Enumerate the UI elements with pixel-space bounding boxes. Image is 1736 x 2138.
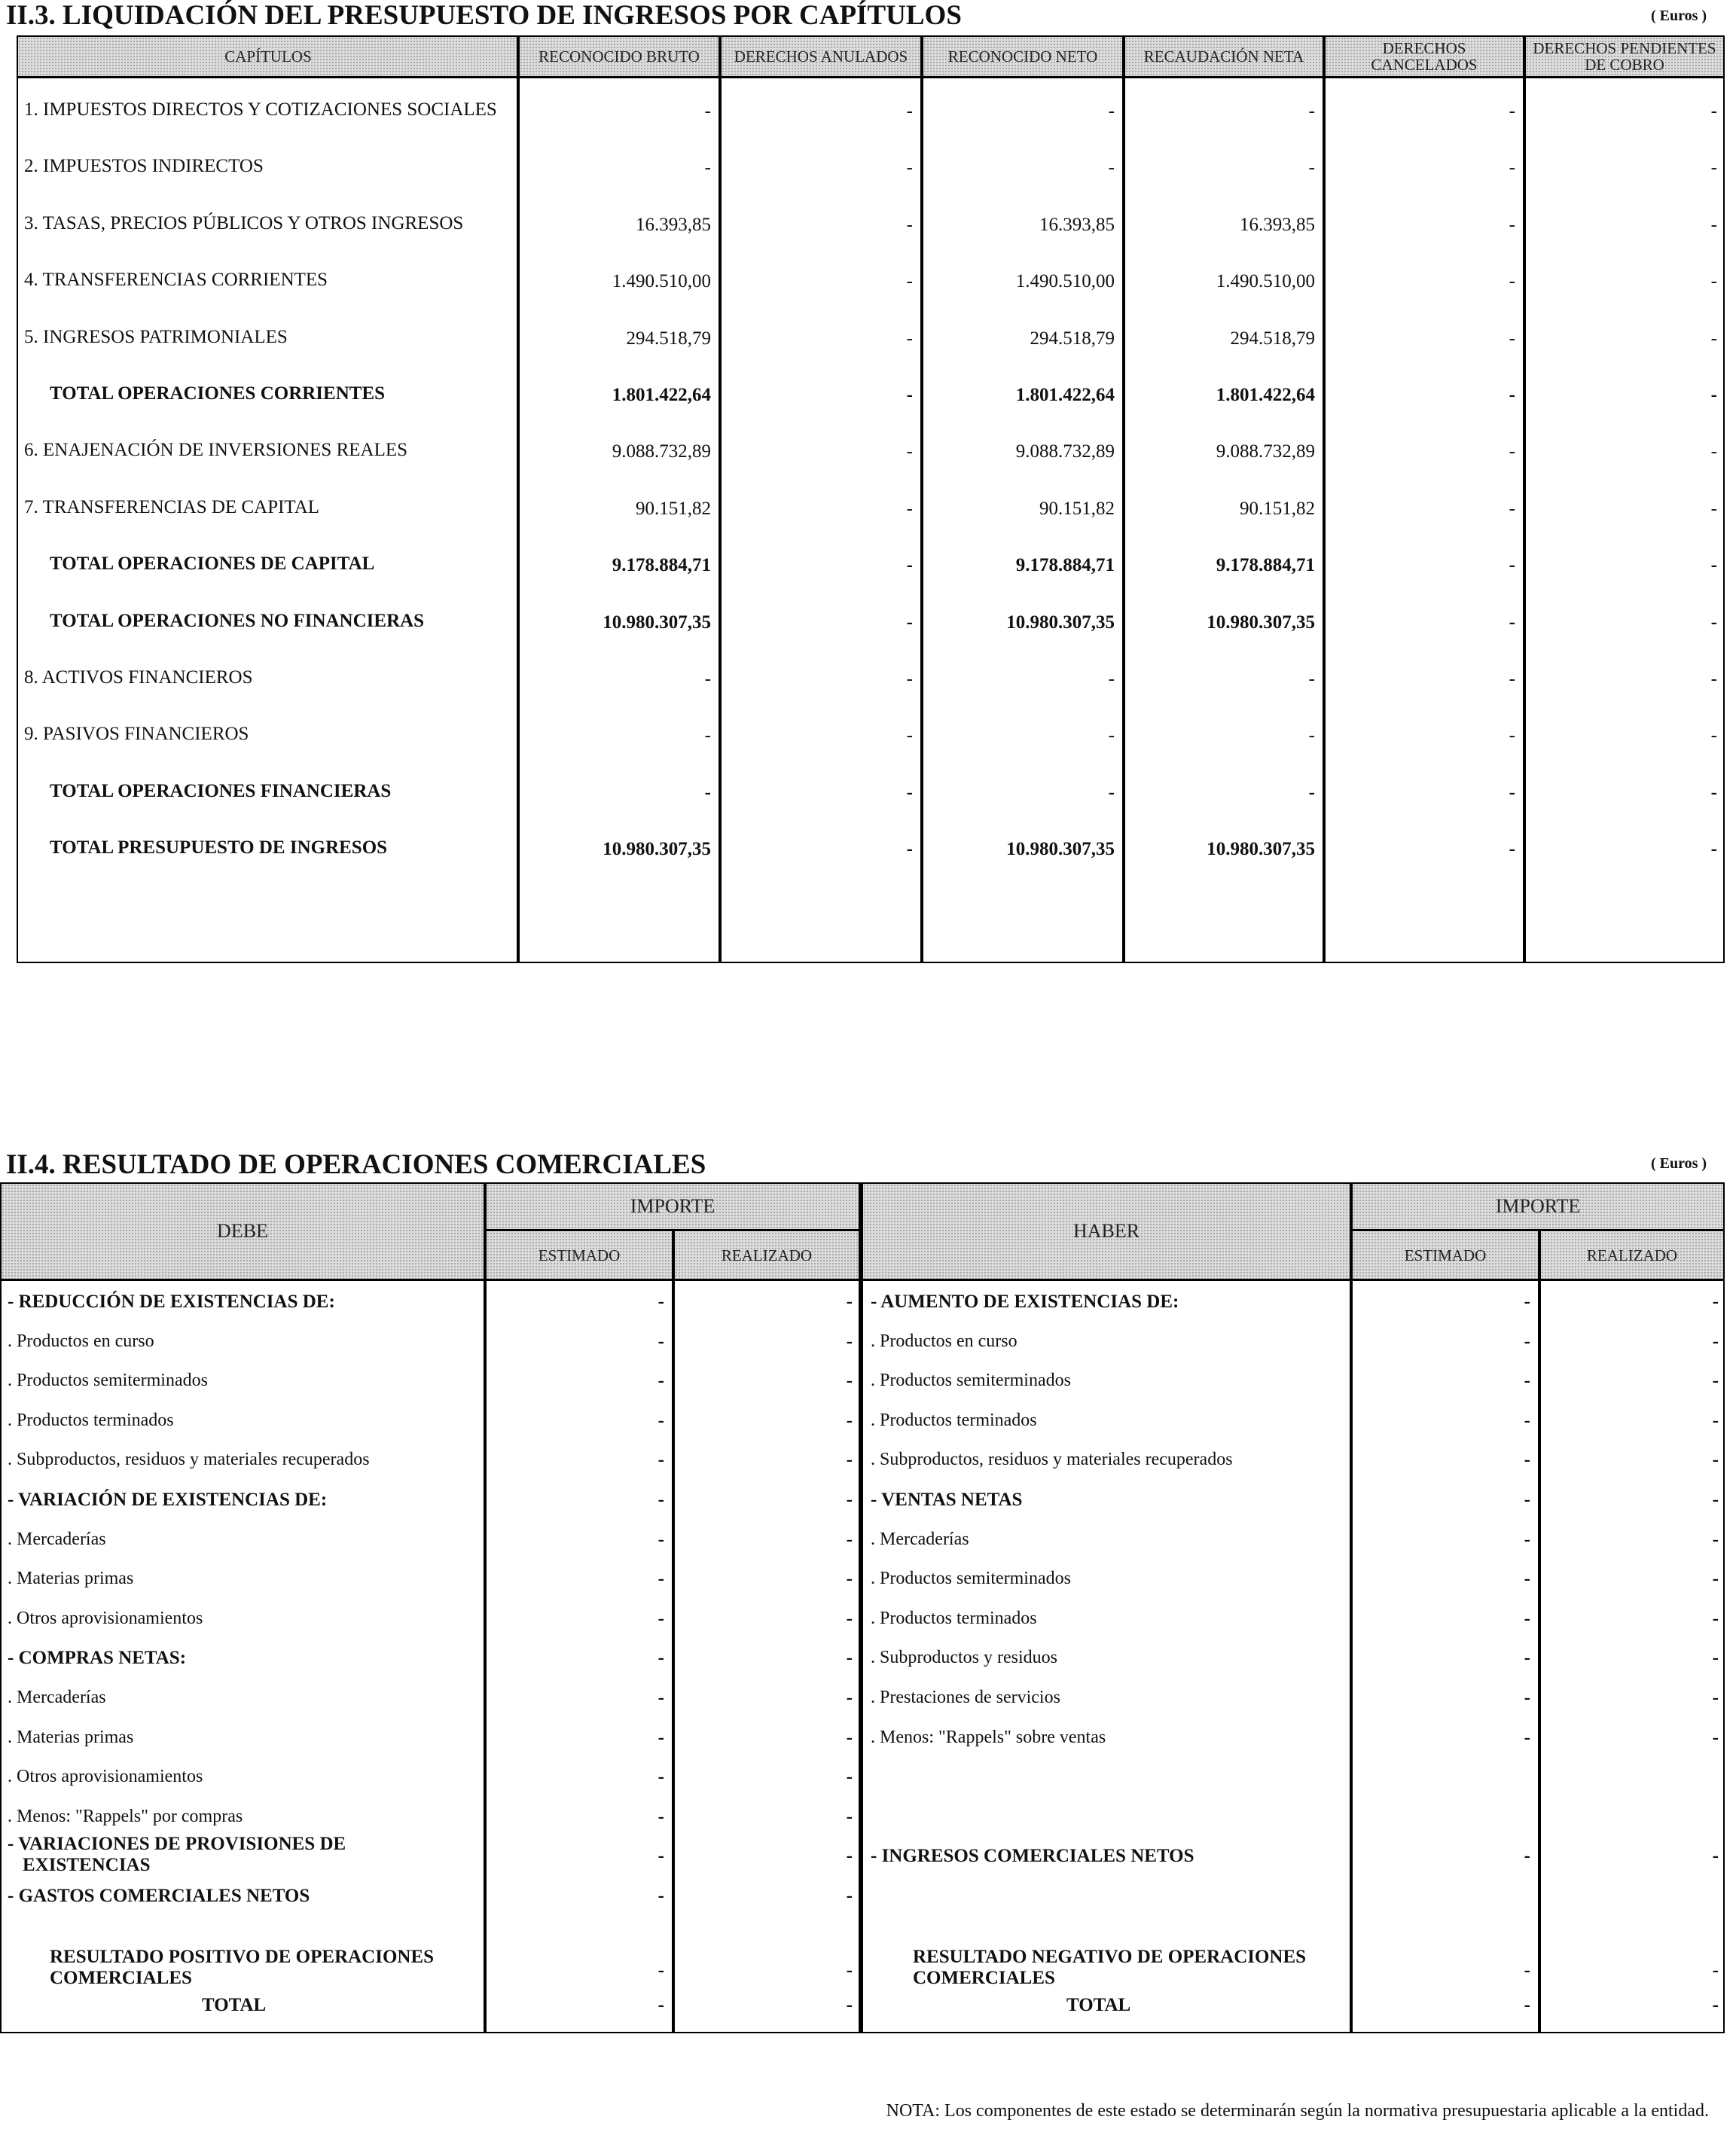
resultado-negativo-label: RESULTADO NEGATIVO DE OPERACIONES [913, 1947, 1307, 1967]
table1-cell: - [1509, 555, 1515, 575]
table1-divider [1122, 35, 1125, 963]
table1-cell: - [704, 157, 711, 178]
resultado-positivo-label: RESULTADO POSITIVO DE OPERACIONES [50, 1947, 435, 1967]
table1-cell: - [1710, 328, 1717, 349]
haber-estimado-value: - [1524, 1846, 1530, 1866]
haber-realizado-value: - [1712, 1411, 1719, 1431]
haber-realizado-value: - [1712, 1450, 1719, 1470]
debe-realizado-value: - [846, 1371, 853, 1391]
haber-realizado-value: - [1712, 1292, 1719, 1312]
debe-row-label: . Otros aprovisionamientos [8, 1767, 203, 1786]
haber-row-label: . Subproductos, residuos y materiales recuperados [871, 1450, 1233, 1469]
haber-estimado-value: - [1524, 1728, 1530, 1748]
table1-cell: - [1710, 612, 1717, 633]
table1-cell: 294.518,79 [1030, 328, 1115, 349]
table1-cell: - [1509, 441, 1515, 462]
table1-row-label: 8. ACTIVOS FINANCIEROS [24, 667, 253, 688]
debe-row-label: . Mercaderías [8, 1530, 106, 1549]
table1-cell: 9.178.884,71 [1216, 555, 1315, 575]
debe-estimado-value: - [657, 1569, 664, 1589]
table1-col-recaudacion-neta: RECAUDACIÓN NETA [1125, 37, 1323, 76]
debe-realizado-value: - [846, 1450, 853, 1470]
table1-cell: - [906, 215, 913, 235]
table1-col-derechos-cancelados: DERECHOS CANCELADOS [1326, 37, 1523, 76]
table1-cell: 10.980.307,35 [603, 612, 711, 633]
table2-divider [672, 1229, 675, 2033]
table1-row-label: 7. TRANSFERENCIAS DE CAPITAL [24, 497, 320, 517]
table2-estimado-debe: ESTIMADO [487, 1232, 672, 1279]
table1-cell: - [1308, 725, 1315, 746]
table1-cell: - [1509, 271, 1515, 291]
debe-realizado-value: - [846, 1609, 853, 1629]
table1-row-label: 2. IMPUESTOS INDIRECTOS [24, 156, 264, 176]
table1-cell: - [906, 782, 913, 803]
debe-row-label: - VARIACIÓN DE EXISTENCIAS DE: [8, 1490, 328, 1510]
table2-realizado-haber: REALIZADO [1541, 1232, 1723, 1279]
haber-realizado-value: - [1712, 1569, 1719, 1589]
table1-cell: - [1509, 612, 1515, 633]
haber-estimado-value: - [1524, 1609, 1530, 1629]
table1-divider [1523, 35, 1526, 963]
table1-cell: 16.393,85 [1240, 215, 1315, 235]
debe-realizado-value: - [846, 1728, 853, 1748]
debe-row-label: - VARIACIONES DE PROVISIONES DE [8, 1834, 346, 1854]
table2-importe-debe: IMPORTE [487, 1184, 859, 1229]
table1-cell: 10.980.307,35 [1006, 839, 1115, 859]
debe-estimado-value: - [657, 1728, 664, 1748]
table1-cell: 9.178.884,71 [1015, 555, 1115, 575]
table1-cell: - [1509, 499, 1515, 519]
table1-cell: - [906, 271, 913, 291]
table1-cell: - [1710, 441, 1717, 462]
table1-cell: - [1710, 215, 1717, 235]
table1-col-reconocido-bruto: RECONOCIDO BRUTO [520, 37, 719, 76]
table2-debe-header: DEBE [2, 1184, 484, 1279]
table1-header-rule [17, 76, 1725, 78]
table1-row-label: TOTAL OPERACIONES FINANCIERAS [50, 781, 392, 801]
debe-row-label: . Materias primas [8, 1728, 134, 1747]
haber-row-label: . Productos en curso [871, 1331, 1017, 1351]
table1-cell: - [906, 328, 913, 349]
table1-cell: - [1509, 669, 1515, 689]
table2-importe-haber: IMPORTE [1353, 1184, 1723, 1229]
debe-estimado-value: - [657, 1490, 664, 1510]
debe-row-label: . Productos terminados [8, 1411, 174, 1430]
table2-divider [1538, 1229, 1541, 2033]
debe-row-label: - GASTOS COMERCIALES NETOS [8, 1886, 310, 1906]
table1-cell: 1.801.422,64 [612, 385, 711, 405]
table1-cell: - [1509, 782, 1515, 803]
table1-cell: - [1108, 669, 1115, 689]
debe-estimado-value: - [657, 1807, 664, 1827]
table1-cell: 90.151,82 [1240, 499, 1315, 519]
table1-col-derechos-anulados: DERECHOS ANULADOS [722, 37, 920, 76]
table2-estimado-haber: ESTIMADO [1353, 1232, 1538, 1279]
table1-cell: - [1108, 157, 1115, 178]
table1-cell: - [1509, 157, 1515, 178]
table1-row-label: 6. ENAJENACIÓN DE INVERSIONES REALES [24, 440, 408, 460]
debe-estimado-value: - [657, 1292, 664, 1312]
table1-cell: - [906, 612, 913, 633]
haber-estimado-value: - [1524, 1530, 1530, 1550]
table1-cell: 9.178.884,71 [612, 555, 711, 575]
table1-cell: - [1710, 499, 1717, 519]
table1-cell: - [1509, 101, 1515, 121]
table1-cell: - [906, 499, 913, 519]
table1-cell: - [1710, 157, 1717, 178]
table1-cell: - [906, 725, 913, 746]
debe-estimado-value: - [657, 1450, 664, 1470]
table1-row-label: TOTAL OPERACIONES CORRIENTES [50, 383, 386, 404]
debe-estimado-value: - [657, 1886, 664, 1906]
table1-cell: 16.393,85 [1039, 215, 1115, 235]
haber-realizado-value: - [1712, 1728, 1719, 1748]
debe-realizado-value: - [846, 1688, 853, 1708]
debe-realizado-value: - [846, 1886, 853, 1906]
haber-row-label: . Productos terminados [871, 1411, 1037, 1430]
table1-cell: 10.980.307,35 [1207, 612, 1315, 633]
debe-realizado-value: - [846, 1569, 853, 1589]
footer-note: NOTA: Los componentes de este estado se determinarán según la normativa presupuestaria aplicable a la entidad. [886, 2101, 1709, 2121]
haber-realizado-value: - [1712, 1490, 1719, 1510]
haber-realizado-value: - [1712, 1648, 1719, 1668]
table1-cell: 10.980.307,35 [603, 839, 711, 859]
table1-col-pendientes-cobro: DERECHOS PENDIENTES DE COBRO [1526, 37, 1723, 76]
table1-row-label: 1. IMPUESTOS DIRECTOS Y COTIZACIONES SOCIALES [24, 99, 497, 120]
debe-estimado-value: - [657, 1846, 664, 1866]
table1-cell: - [906, 839, 913, 859]
haber-estimado-value: - [1524, 1331, 1530, 1352]
table1-divider [1323, 35, 1326, 963]
table1-cell: - [1509, 385, 1515, 405]
table2-title: II.4. RESULTADO DE OPERACIONES COMERCIALES [6, 1149, 706, 1180]
table1-row-label: 3. TASAS, PRECIOS PÚBLICOS Y OTROS INGRESOS [24, 213, 464, 233]
table1-cell: - [906, 441, 913, 462]
table1-cell: 9.088.732,89 [1015, 441, 1115, 462]
debe-estimado-value: - [657, 1648, 664, 1668]
table1-row-label: TOTAL PRESUPUESTO DE INGRESOS [50, 837, 388, 858]
debe-realizado-value: - [846, 1292, 853, 1312]
table1-cell: - [1509, 215, 1515, 235]
haber-realizado-value: - [1712, 1846, 1719, 1866]
debe-realizado-value: - [846, 1490, 853, 1510]
debe-realizado-value: - [846, 1807, 853, 1827]
table1-cell: 9.088.732,89 [1216, 441, 1315, 462]
table1-col-capitulos: CAPÍTULOS [18, 37, 518, 76]
table1-cell: 1.490.510,00 [1015, 271, 1115, 291]
total-haber-label: TOTAL [1066, 1995, 1131, 2015]
haber-row-label: . Productos semiterminados [871, 1569, 1071, 1588]
haber-estimado-value: - [1524, 1688, 1530, 1708]
haber-estimado-value: - [1524, 1292, 1530, 1312]
table1-cell: - [1710, 669, 1717, 689]
table1-cell: - [1108, 725, 1115, 746]
debe-estimado-value: - [657, 1371, 664, 1391]
debe-realizado-value: - [846, 1530, 853, 1550]
table1-cell: - [1308, 157, 1315, 178]
table1-cell: - [1710, 271, 1717, 291]
table1-cell: - [906, 555, 913, 575]
table1-cell: - [906, 669, 913, 689]
table1-cell: - [906, 157, 913, 178]
table1-cell: - [906, 101, 913, 121]
table1-col-reconocido-neto: RECONOCIDO NETO [923, 37, 1122, 76]
table1-row-label: 5. INGRESOS PATRIMONIALES [24, 327, 288, 347]
haber-row-label: . Mercaderías [871, 1530, 969, 1549]
table2-divider [1350, 1182, 1353, 2033]
debe-row-label: . Subproductos, residuos y materiales recuperados [8, 1450, 370, 1469]
table2-realizado-debe: REALIZADO [675, 1232, 859, 1279]
table1-cell: - [704, 725, 711, 746]
haber-realizado-value: - [1712, 1688, 1719, 1708]
table1-cell: - [704, 669, 711, 689]
debe-row-label: . Otros aprovisionamientos [8, 1609, 203, 1628]
table1-cell: 1.490.510,00 [612, 271, 711, 291]
table1-row-label: 9. PASIVOS FINANCIEROS [24, 724, 249, 744]
debe-row-label: . Materias primas [8, 1569, 134, 1588]
table2-unit: ( Euros ) [1651, 1155, 1707, 1172]
debe-realizado-value: - [846, 1846, 853, 1866]
table1-divider [719, 35, 722, 963]
table1-cell: - [1509, 725, 1515, 746]
table1-cell: - [704, 782, 711, 803]
table1-cell: - [1710, 385, 1717, 405]
debe-estimado-value: - [657, 1331, 664, 1352]
haber-realizado-value: - [1712, 1609, 1719, 1629]
table1-cell: - [1710, 782, 1717, 803]
debe-realizado-value: - [846, 1767, 853, 1787]
table1-cell: 1.801.422,64 [1015, 385, 1115, 405]
haber-row-label: . Productos terminados [871, 1609, 1037, 1628]
debe-row-label: . Menos: "Rappels" por compras [8, 1807, 243, 1826]
table1-cell: 294.518,79 [626, 328, 711, 349]
table1-cell: - [1108, 101, 1115, 121]
table2-divider [859, 1182, 863, 2033]
resultado-negativo-label2: COMERCIALES [913, 1968, 1055, 1988]
table2-haber-header: HABER [863, 1184, 1350, 1279]
table1-cell: - [1308, 782, 1315, 803]
haber-row-label: . Menos: "Rappels" sobre ventas [871, 1728, 1106, 1747]
haber-row-label: - AUMENTO DE EXISTENCIAS DE: [871, 1292, 1179, 1312]
haber-row-label: - INGRESOS COMERCIALES NETOS [871, 1846, 1194, 1866]
haber-estimado-value: - [1524, 1411, 1530, 1431]
haber-estimado-value: - [1524, 1569, 1530, 1589]
table1-cell: - [1509, 839, 1515, 859]
table1-row-label: 4. TRANSFERENCIAS CORRIENTES [24, 270, 328, 290]
table1-cell: 10.980.307,35 [1207, 839, 1315, 859]
haber-estimado-value: - [1524, 1490, 1530, 1510]
debe-row-label-line2: EXISTENCIAS [23, 1855, 151, 1875]
debe-realizado-value: - [846, 1331, 853, 1352]
table1-cell: 90.151,82 [1039, 499, 1115, 519]
haber-realizado-value: - [1712, 1530, 1719, 1550]
table1-cell: - [1308, 101, 1315, 121]
haber-realizado-value: - [1712, 1331, 1719, 1352]
haber-realizado-value: - [1712, 1371, 1719, 1391]
table1-cell: 1.801.422,64 [1216, 385, 1315, 405]
table1-cell: - [906, 385, 913, 405]
resultado-positivo-label2: COMERCIALES [50, 1968, 192, 1988]
debe-estimado-value: - [657, 1411, 664, 1431]
table1-divider [920, 35, 923, 963]
debe-estimado-value: - [657, 1688, 664, 1708]
table1-cell: - [1710, 101, 1717, 121]
debe-row-label: - COMPRAS NETAS: [8, 1648, 187, 1668]
table1-divider [517, 35, 520, 963]
debe-estimado-value: - [657, 1609, 664, 1629]
table1-unit: ( Euros ) [1651, 8, 1707, 24]
debe-estimado-value: - [657, 1767, 664, 1787]
table1-cell: 1.490.510,00 [1216, 271, 1315, 291]
haber-estimado-value: - [1524, 1450, 1530, 1470]
debe-row-label: . Mercaderías [8, 1688, 106, 1707]
haber-row-label: . Prestaciones de servicios [871, 1688, 1060, 1707]
table1-row-label: TOTAL OPERACIONES DE CAPITAL [50, 554, 375, 574]
haber-row-label: . Subproductos y residuos [871, 1648, 1057, 1667]
debe-row-label: - REDUCCIÓN DE EXISTENCIAS DE: [8, 1292, 335, 1312]
table1-cell: 10.980.307,35 [1006, 612, 1115, 633]
table1-cell: 9.088.732,89 [612, 441, 711, 462]
table1-cell: - [1509, 328, 1515, 349]
debe-estimado-value: - [657, 1530, 664, 1550]
haber-row-label: . Productos semiterminados [871, 1371, 1071, 1390]
debe-row-label: . Productos en curso [8, 1331, 154, 1351]
haber-estimado-value: - [1524, 1648, 1530, 1668]
table1-title: II.3. LIQUIDACIÓN DEL PRESUPUESTO DE INGRESOS POR CAPÍTULOS [6, 0, 962, 31]
table1-cell: - [1308, 669, 1315, 689]
table1-cell: 90.151,82 [636, 499, 711, 519]
table1-cell: - [1710, 839, 1717, 859]
haber-estimado-value: - [1524, 1371, 1530, 1391]
table1-cell: - [1710, 555, 1717, 575]
table1-cell: 16.393,85 [636, 215, 711, 235]
table1-row-label: TOTAL OPERACIONES NO FINANCIERAS [50, 611, 425, 631]
table1-cell: 294.518,79 [1230, 328, 1315, 349]
table1-cell: - [1710, 725, 1717, 746]
table1-cell: - [1108, 782, 1115, 803]
table2-divider [484, 1182, 487, 2033]
haber-row-label: - VENTAS NETAS [871, 1490, 1023, 1510]
table1-cell: - [704, 101, 711, 121]
debe-realizado-value: - [846, 1411, 853, 1431]
debe-row-label: . Productos semiterminados [8, 1371, 208, 1390]
debe-realizado-value: - [846, 1648, 853, 1668]
total-debe-label: TOTAL [202, 1995, 267, 2015]
